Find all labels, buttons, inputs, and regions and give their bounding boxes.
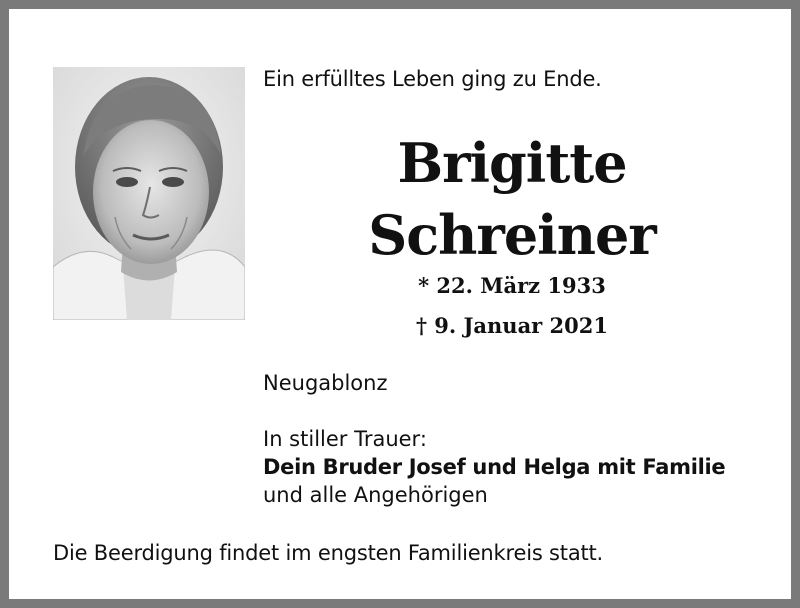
mourning-block	[263, 425, 725, 509]
hometown: Neugablonz	[263, 371, 388, 395]
first-name: Brigitte	[397, 131, 627, 195]
funeral-note: Die Beerdigung findet im engsten Familienkreis statt.	[53, 541, 604, 565]
mourning-intro: In stiller Trauer:	[263, 427, 427, 451]
birth-date: * 22. März 1933	[418, 273, 606, 298]
death-date: † 9. Januar 2021	[415, 313, 609, 338]
last-name: Schreiner	[368, 203, 656, 267]
mourners-other: und alle Angehörigen	[263, 483, 488, 507]
mourners-main: Dein Bruder Josef und Helga mit Familie	[263, 455, 726, 479]
portrait-photo	[53, 67, 245, 320]
intro-line: Ein erfülltes Leben ging zu Ende.	[263, 67, 602, 91]
